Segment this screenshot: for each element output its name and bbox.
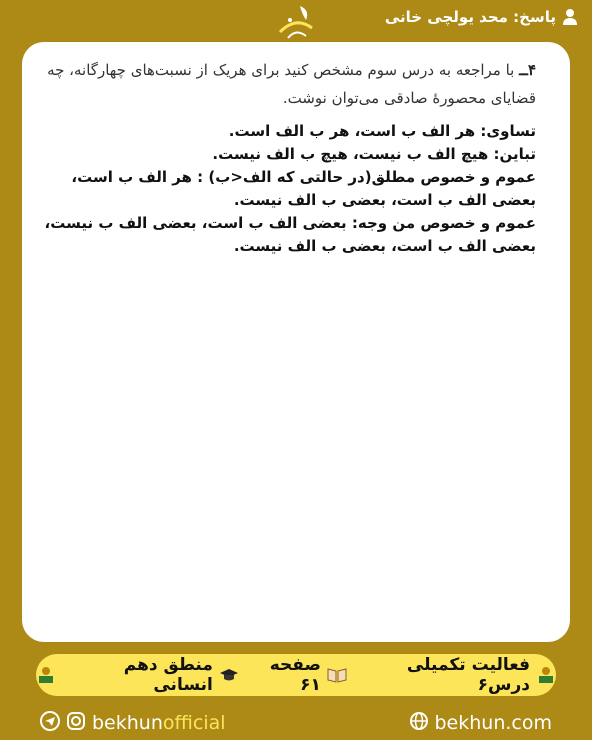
- answer-line-equality: تساوی: هر الف ب است، هر ب الف است.: [228, 122, 536, 140]
- book-icon: [327, 666, 347, 684]
- answer: [40, 120, 536, 258]
- reader-icon: [36, 666, 56, 684]
- website[interactable]: [409, 711, 553, 736]
- question: [46, 56, 536, 112]
- social-handle[interactable]: [40, 711, 226, 736]
- answer-author: [385, 8, 578, 26]
- question-text: با مراجعه به درس سوم مشخص کنید برای هریک از نسبت‌های چهارگانه، چه قضایای محصورۀ صادقی می‌توان نوشت.: [47, 61, 536, 107]
- reader-icon: [536, 666, 556, 684]
- lesson-info-bar: [36, 654, 556, 696]
- user-icon: [562, 8, 578, 26]
- graduation-cap-icon: [219, 666, 239, 684]
- website-text: bekhun.com: [434, 712, 552, 734]
- bottom-bar: [0, 706, 592, 740]
- book-label: منطق دهم انسانی: [123, 655, 213, 695]
- activity-label: فعالیت تکمیلی درس۶: [406, 655, 530, 695]
- answer-line-partial-overlap: عموم و خصوص من وجه: بعضی الف ب است، بعضی الف ب نیست، بعضی الف ب است، بعضی ب الف نیست.: [44, 214, 536, 255]
- page-label: صفحه ۶۱: [269, 655, 321, 695]
- handle-name: bekhunofficial: [92, 712, 226, 734]
- answer-author-text: پاسخ: محد یولچی خانی: [384, 8, 556, 26]
- header: [0, 0, 592, 40]
- content-card: [22, 42, 570, 642]
- instagram-icon[interactable]: [66, 711, 86, 736]
- telegram-icon[interactable]: [40, 711, 60, 736]
- answer-line-disjoint: تباین: هیچ الف ب نیست، هیچ ب الف نیست.: [212, 145, 536, 163]
- question-number: ۴ــ: [519, 61, 536, 79]
- answer-line-absolute-inclusion: عموم و خصوص مطلق(در حالتی که الف<ب) : هر الف ب است، بعضی الف ب است، بعضی ب الف نیست.: [71, 168, 536, 209]
- globe-icon: [409, 711, 429, 736]
